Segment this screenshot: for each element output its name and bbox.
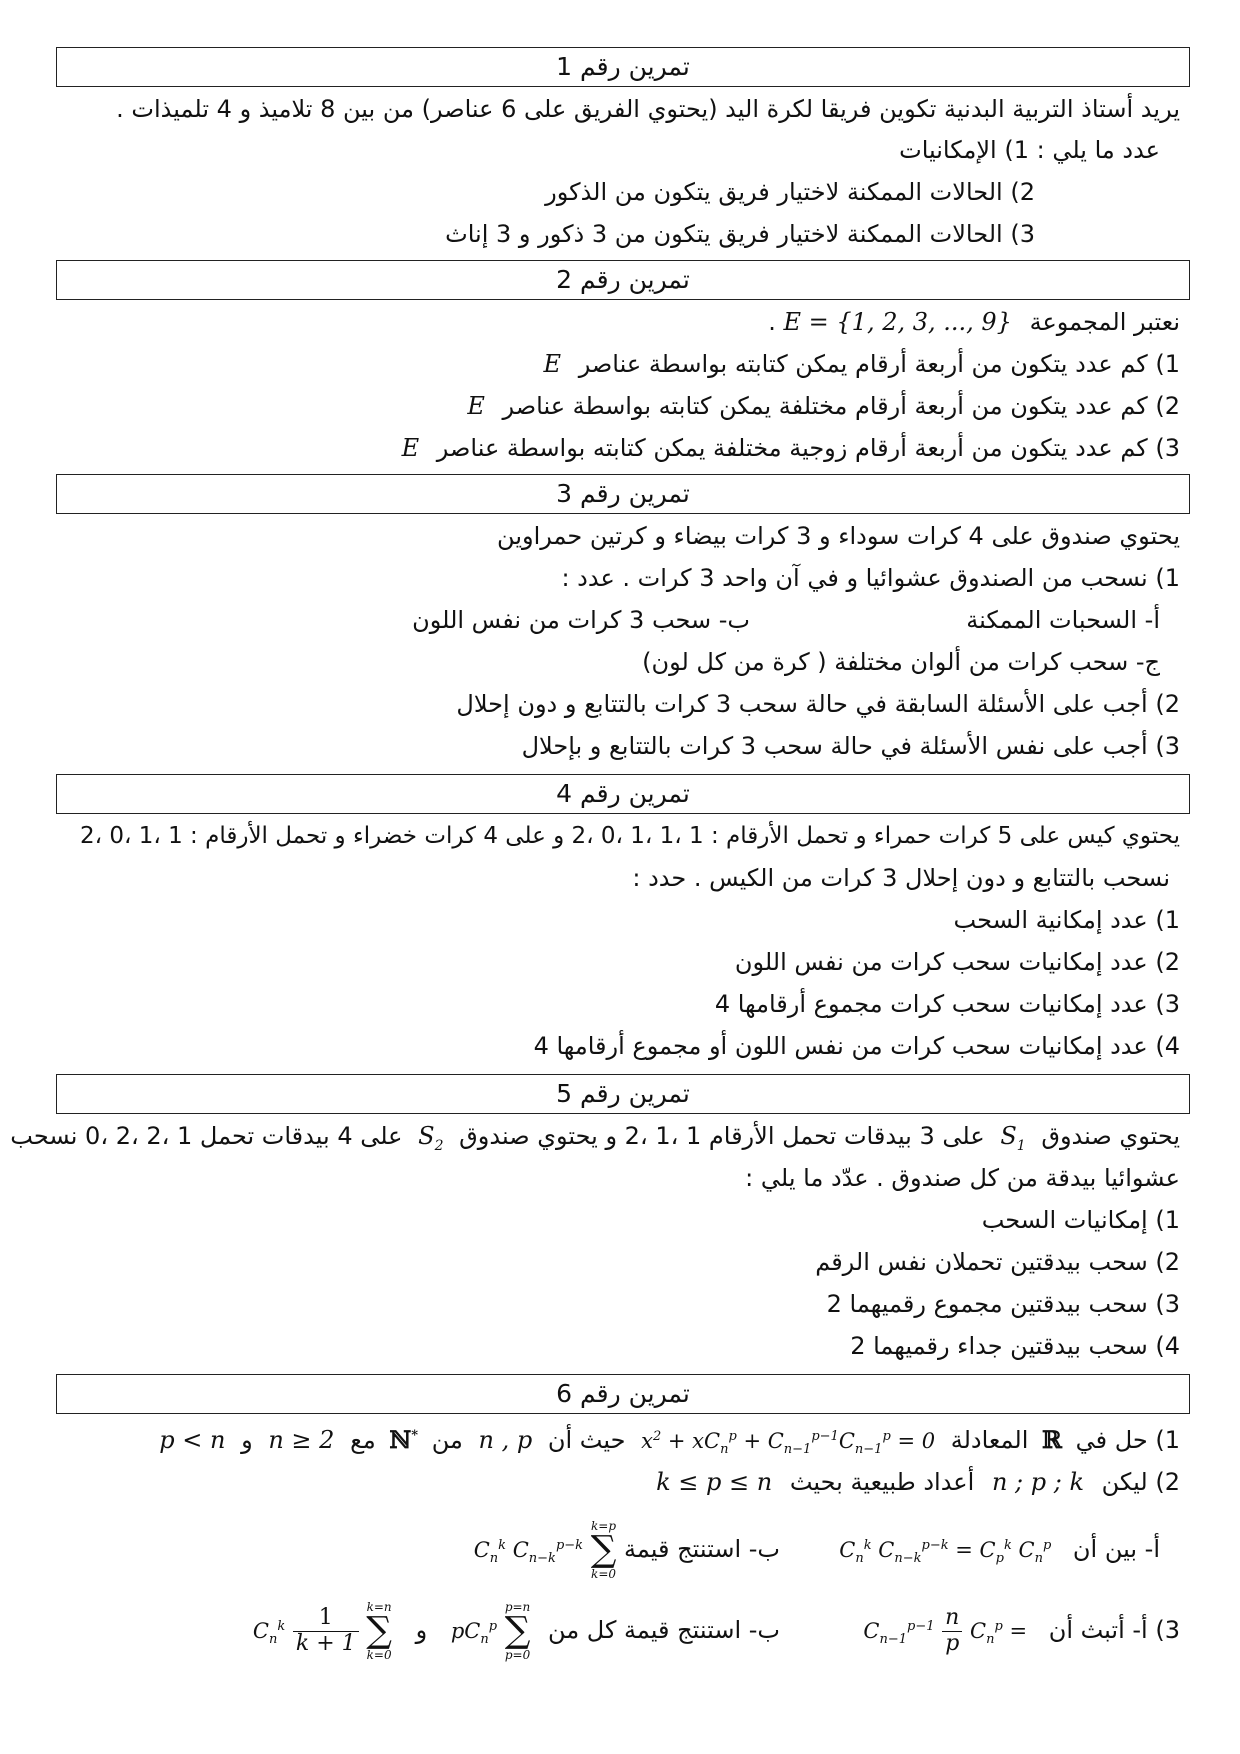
ex6-sum-2: p=n ∑ p=0 [504,1600,531,1662]
ex6-q2b [474,1516,780,1589]
exercise-2-title: تمرين رقم 2 [56,260,1190,300]
ex2-q2-text: 2) كم عدد يتكون من أربعة أرقام مختلفة يمكن كتابته بواسطة عناصر [502,392,1180,420]
ex6-sum-1: k=p ∑ k=0 [590,1519,617,1581]
ex5-box-s2: $S_2$ [418,1122,444,1154]
ex2-q2-var: E [467,392,485,420]
ex6-sum-3-term: $C_n^k$ [252,1619,286,1648]
ex2-q1 [544,348,1180,380]
ex6-q3b [253,1592,780,1675]
ex6-q3a-text: 3) أ- أتبث أن [1048,1616,1180,1644]
ex3-q3: 3) أجب على نفس الأسئلة في حالة سحب 3 كرات بالتتابع و بإحلال [521,732,1180,760]
ex3-q1a: أ- السحبات الممكنة [966,606,1160,634]
ex4-instruction: نسحب بالتتابع و دون إحلال 3 كرات من الكيس . حدد : [632,864,1170,892]
natural-numbers-symbol: ℕ* [389,1425,419,1454]
ex6-q2-text-b: أعداد طبيعية بحيث [789,1468,975,1496]
ex3-statement: يحتوي صندوق على 4 كرات سوداء و 3 كرات بيضاء و كرتين حمراوين [497,522,1180,550]
ex5-text-a: يحتوي صندوق [1041,1122,1180,1150]
ex4-statement: يحتوي كيس على 5 كرات حمراء و تحمل الأرقام : 1 ،1 ،1 ،0 ،2 و على 4 كرات خضراء و تحمل الأرقام : 1 ،1 ،0 ،2 [79,823,1180,849]
ex2-set-E: E = {1, 2, 3, ..., 9} [783,308,1012,336]
ex6-sum-2-term: $pC_n^p$ [450,1619,498,1648]
ex5-statement [10,1120,1180,1162]
ex1-statement: يريد أستاذ التربية البدنية تكوين فريقا لكرة اليد (يحتوي الفريق على 6 عناصر) من بين 8 تلاميذ و 4 تلميذات . [116,95,1180,123]
ex4-q2: 2) عدد إمكانيات سحب كرات من نفس اللون [734,948,1180,976]
ex2-q3 [402,432,1180,464]
ex6-fraction-n-over-p: $\frac{n}{p}$ [942,1606,962,1655]
exercise-4-title: تمرين رقم 4 [56,774,1190,814]
ex6-relation-lhs: $C_n^p$ = [969,1619,1028,1648]
ex5-box-s1: $S_1$ [1000,1122,1026,1154]
ex5-q1: 1) إمكانيات السحب [981,1206,1180,1234]
ex2-statement-text: نعتبر المجموعة [1029,308,1180,336]
ex4-q4: 4) عدد إمكانيات سحب كرات من نفس اللون أو مجموع أرقامها 4 [533,1032,1180,1060]
ex6-q2 [646,1466,1180,1498]
ex6-q3b-text: ب- استنتج قيمة كل من [548,1616,780,1644]
ex5-instruction: عشوائيا بيدقة من كل صندوق . عدّد ما يلي : [745,1164,1180,1192]
ex6-q1-text-d: من [431,1426,463,1454]
ex3-q1b: ب- سحب 3 كرات من نفس اللون [412,606,750,634]
ex1-q1: عدد ما يلي : 1) الإمكانيات [899,136,1160,164]
ex4-q3: 3) عدد إمكانيات سحب كرات مجموع أرقامها 4 [714,990,1180,1018]
ex6-sum-3: k=n ∑ k=0 [366,1600,392,1662]
ex2-statement: نعتبر المجموعة E = {1, 2, 3, ..., 9} . [768,308,1180,336]
ex3-q1: 1) نسحب من الصندوق عشوائيا و في آن واحد 3 كرات . عدد : [561,564,1180,592]
ex2-q2 [467,390,1180,422]
ex6-q1-text-b: المعادلة [950,1426,1029,1454]
ex6-cond-k: k ≤ p ≤ n [656,1468,773,1496]
ex6-vars-n-p: n , p [478,1426,533,1454]
ex6-q3a [863,1592,1180,1675]
ex6-q2a [839,1530,1160,1575]
ex2-q3-text: 3) كم عدد يتكون من أربعة أرقام زوجية مختلفة يمكن كتابته بواسطة عناصر [436,434,1180,462]
ex1-q3: 3) الحالات الممكنة لاختيار فريق يتكون من 3 ذكور و 3 إناث [445,220,1035,248]
exercise-5-title: تمرين رقم 5 [56,1074,1190,1114]
ex6-equation: $x^2 + xC_n^p + C_{n-1}^{p-1}C_{n-1}^p = 0$ [641,1429,936,1458]
ex6-q2-text-a: 2) ليكن [1101,1468,1180,1496]
ex5-q3: 3) سحب بيدقتين مجموع رقميهما 2 [826,1290,1180,1318]
ex5-q2: 2) سحب بيدقتين تحملان نفس الرقم [815,1248,1180,1276]
ex6-q2a-text: أ- بين أن [1072,1535,1160,1563]
ex6-vars-n-p-k: n ; p ; k [991,1468,1084,1496]
ex6-fraction-1-over-k1: $\frac{1}{k + 1}$ [293,1606,359,1655]
ex6-q1-text-c: حيث أن [547,1426,626,1454]
ex2-q1-text: 1) كم عدد يتكون من أربعة أرقام يمكن كتابته بواسطة عناصر [578,350,1180,378]
ex3-q1c: ج- سحب كرات من ألوان مختلفة ( كرة من كل لون) [642,648,1160,676]
ex5-text-b: على 3 بيدقات تحمل الأرقام 1 ،1 ،2 و يحتوي صندوق [459,1122,985,1150]
exercise-1-title: تمرين رقم 1 [56,47,1190,87]
ex5-q4: 4) سحب بيدقتين جداء رقميهما 2 [850,1332,1180,1360]
ex6-cond-n: n ≥ 2 [268,1426,335,1454]
ex2-q1-var: E [543,350,562,378]
exercise-3-title: تمرين رقم 3 [56,474,1190,514]
ex1-q2: 2) الحالات الممكنة لاختيار فريق يتكون من الذكور [545,178,1035,206]
real-numbers-symbol: ℝ [1042,1425,1062,1454]
ex6-q1 [151,1420,1180,1466]
ex5-text-c: على 4 بيدقات تحمل 1 ،2 ،2 ،0 نسحب [10,1122,403,1150]
ex2-q3-var: E [401,434,420,462]
ex6-q1-text-e: مع [350,1426,376,1454]
ex6-q1-text-f: و [241,1426,253,1454]
ex4-q1: 1) عدد إمكانية السحب [953,906,1180,934]
ex6-q3b-and: و [415,1616,428,1644]
ex3-q2: 2) أجب على الأسئلة السابقة في حالة سحب 3 كرات بالتتابع و دون إحلال [456,690,1180,718]
ex6-cond-p: p < n [159,1426,226,1454]
ex6-sum-1-term: $C_n^k$ $C_{n-k}^{p-k}$ [473,1538,584,1567]
ex6-identity: $C_n^k$ $C_{n-k}^{p-k} = C_p^k$ $C_n^p$ [839,1538,1052,1567]
ex6-q1-text-a: 1) حل في [1075,1426,1180,1454]
ex6-q2b-text: ب- استنتج قيمة [624,1535,780,1563]
ex6-relation-rhs: $C_{n-1}^{p-1}$ [863,1619,935,1648]
exercise-6-title: تمرين رقم 6 [56,1374,1190,1414]
